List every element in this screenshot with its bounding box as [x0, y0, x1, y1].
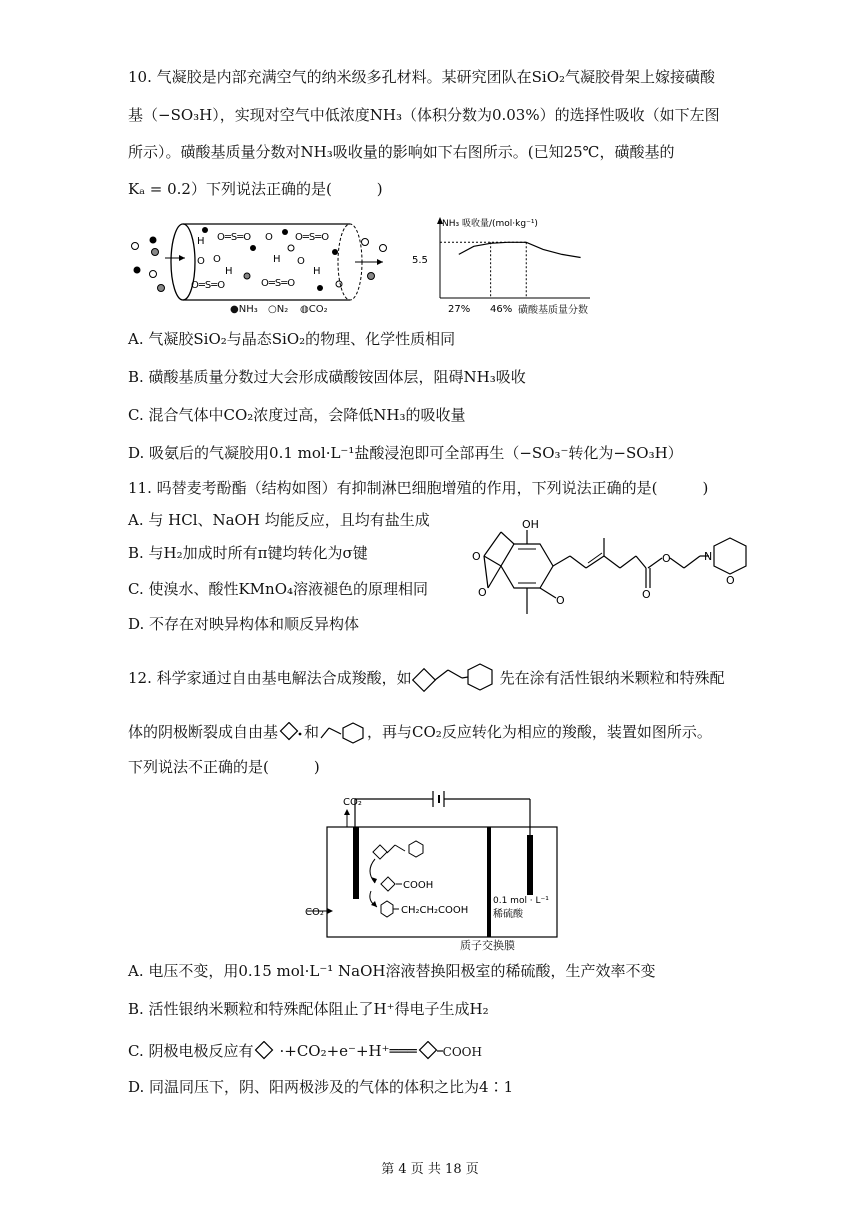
svg-text:H: H	[225, 266, 233, 277]
legend-n2: ○N₂	[268, 304, 289, 315]
q11-option-d[interactable]: D. 不存在对映异构体和顺反异构体	[128, 615, 360, 633]
q10-stem-line-1: 10. 气凝胶是内部充满空气的纳米级多孔材料。某研究团队在SiO₂气凝胶骨架上嫁接磺酸	[128, 68, 716, 86]
svg-text:H: H	[197, 236, 205, 247]
ch2ch2cooh-label: CH₂CH₂COOH	[401, 905, 469, 916]
svg-text:O: O	[556, 594, 565, 607]
membrane-label: 质子交换膜	[460, 939, 515, 952]
q10-stem-line-2: 基（−SO₃H），实现对空气中低浓度NH₃（体积分数为0.03%）的选择性吸收（如下左图	[128, 106, 720, 124]
q10-stem-line-3: 所示）。磺酸基质量分数对NH₃吸收量的影响如下右图所示。(已知25℃，磺酸基的	[128, 143, 675, 161]
x-tick-46: 46%	[490, 304, 513, 315]
legend-nh3: ●NH₃	[230, 304, 258, 315]
svg-text:O: O	[472, 550, 481, 563]
q12-stem-line-3: 下列说法不正确的是( )	[128, 758, 320, 776]
q12-stem-line-1: 12. 科学家通过自由基电解法合成羧酸，如 先在涂有活性银纳米颗粒和特殊配	[128, 667, 725, 689]
svg-text:O: O	[662, 552, 671, 565]
y-tick-5.5: 5.5	[412, 255, 428, 266]
q12-option-d[interactable]: D. 同温同压下，阴、阳两极涉及的气体的体积之比为4∶1	[128, 1078, 514, 1096]
y-axis-label: NH₃ 吸收量/(mol·kg⁻¹)	[442, 219, 538, 229]
svg-text:O═S═O: O═S═O	[217, 232, 252, 243]
q12-option-b[interactable]: B. 活性银纳米颗粒和特殊配体阻止了H⁺得电子生成H₂	[128, 1000, 489, 1018]
x-axis-label: 磺酸基质量分数	[518, 305, 588, 316]
svg-text:OH: OH	[522, 518, 539, 531]
co2-top-label: CO₂	[343, 797, 362, 808]
page-footer: 第 4 页 共 18 页	[381, 1162, 479, 1177]
q11-option-c[interactable]: C. 使溴水、酸性KMnO₄溶液褪色的原理相同	[128, 580, 429, 598]
q12-option-a[interactable]: A. 电压不变，用0.15 mol·L⁻¹ NaOH溶液替换阳极室的稀硫酸，生产效率不变	[128, 962, 656, 980]
phenylethyl-radical-icon	[319, 720, 367, 746]
cyclobutyl-ethyl-benzene-icon	[412, 660, 498, 696]
cooh-label: COOH	[403, 880, 434, 891]
electrolysis-device-figure	[305, 787, 567, 947]
svg-text:O: O	[213, 254, 221, 265]
svg-text:N: N	[704, 550, 713, 563]
q12-option-c[interactable]: C. 阴极电极反应有 ·+CO₂+e⁻+H⁺═══ COOH	[128, 1040, 482, 1063]
svg-text:O: O	[642, 588, 651, 601]
svg-text:O: O	[726, 574, 735, 587]
svg-text:O: O	[297, 256, 305, 267]
q10-option-b[interactable]: B. 磺酸基质量分数过大会形成磺酸铵固体层，阻碍NH₃吸收	[128, 368, 526, 386]
cyclobutyl-radical-icon	[278, 722, 304, 744]
svg-text:O: O	[265, 232, 273, 243]
q11-option-b[interactable]: B. 与H₂加成时所有π键均转化为σ键	[128, 544, 368, 562]
svg-text:O═S═O: O═S═O	[261, 278, 296, 289]
svg-text:O: O	[478, 586, 487, 599]
q12-stem-line-2: 体的阴极断裂成自由基 和 ，再与CO₂反应转化为相应的羧酸，装置如图所示。	[128, 720, 712, 746]
cyclobutyl-icon	[417, 1041, 443, 1063]
q10-stem-line-4: Kₐ = 0.2）下列说法正确的是( )	[128, 180, 383, 198]
svg-text:H: H	[273, 254, 281, 265]
solution-label-2: 稀硫酸	[493, 909, 523, 920]
q10-option-d[interactable]: D. 吸氨后的气凝胶用0.1 mol·L⁻¹盐酸浸泡即可全部再生（−SO₃⁻转化为−SO₃H）	[128, 444, 683, 462]
series-line	[459, 242, 581, 257]
q11-stem: 11. 吗替麦考酚酯（结构如图）有抑制淋巴细胞增殖的作用，下列说法正确的是( )	[128, 479, 709, 497]
svg-text:H: H	[313, 266, 321, 277]
co2-left-label: CO₂	[305, 907, 324, 918]
q10-option-a[interactable]: A. 气凝胶SiO₂与晶态SiO₂的物理、化学性质相同	[128, 330, 456, 348]
x-tick-27: 27%	[448, 304, 471, 315]
legend-co2: ◍CO₂	[300, 304, 328, 315]
aerogel-tube-figure	[125, 218, 395, 318]
svg-text:O═S═O: O═S═O	[191, 280, 226, 291]
cyclobutyl-radical-icon	[253, 1041, 279, 1063]
svg-text:O: O	[197, 256, 205, 267]
svg-text:O═S═O: O═S═O	[295, 232, 330, 243]
q10-option-c[interactable]: C. 混合气体中CO₂浓度过高，会降低NH₃的吸收量	[128, 406, 466, 424]
mycophenolate-structure	[466, 518, 756, 630]
solution-label-1: 0.1 mol · L⁻¹	[493, 896, 549, 906]
q11-option-a[interactable]: A. 与 HCl、NaOH 均能反应，且均有盐生成	[128, 511, 430, 529]
